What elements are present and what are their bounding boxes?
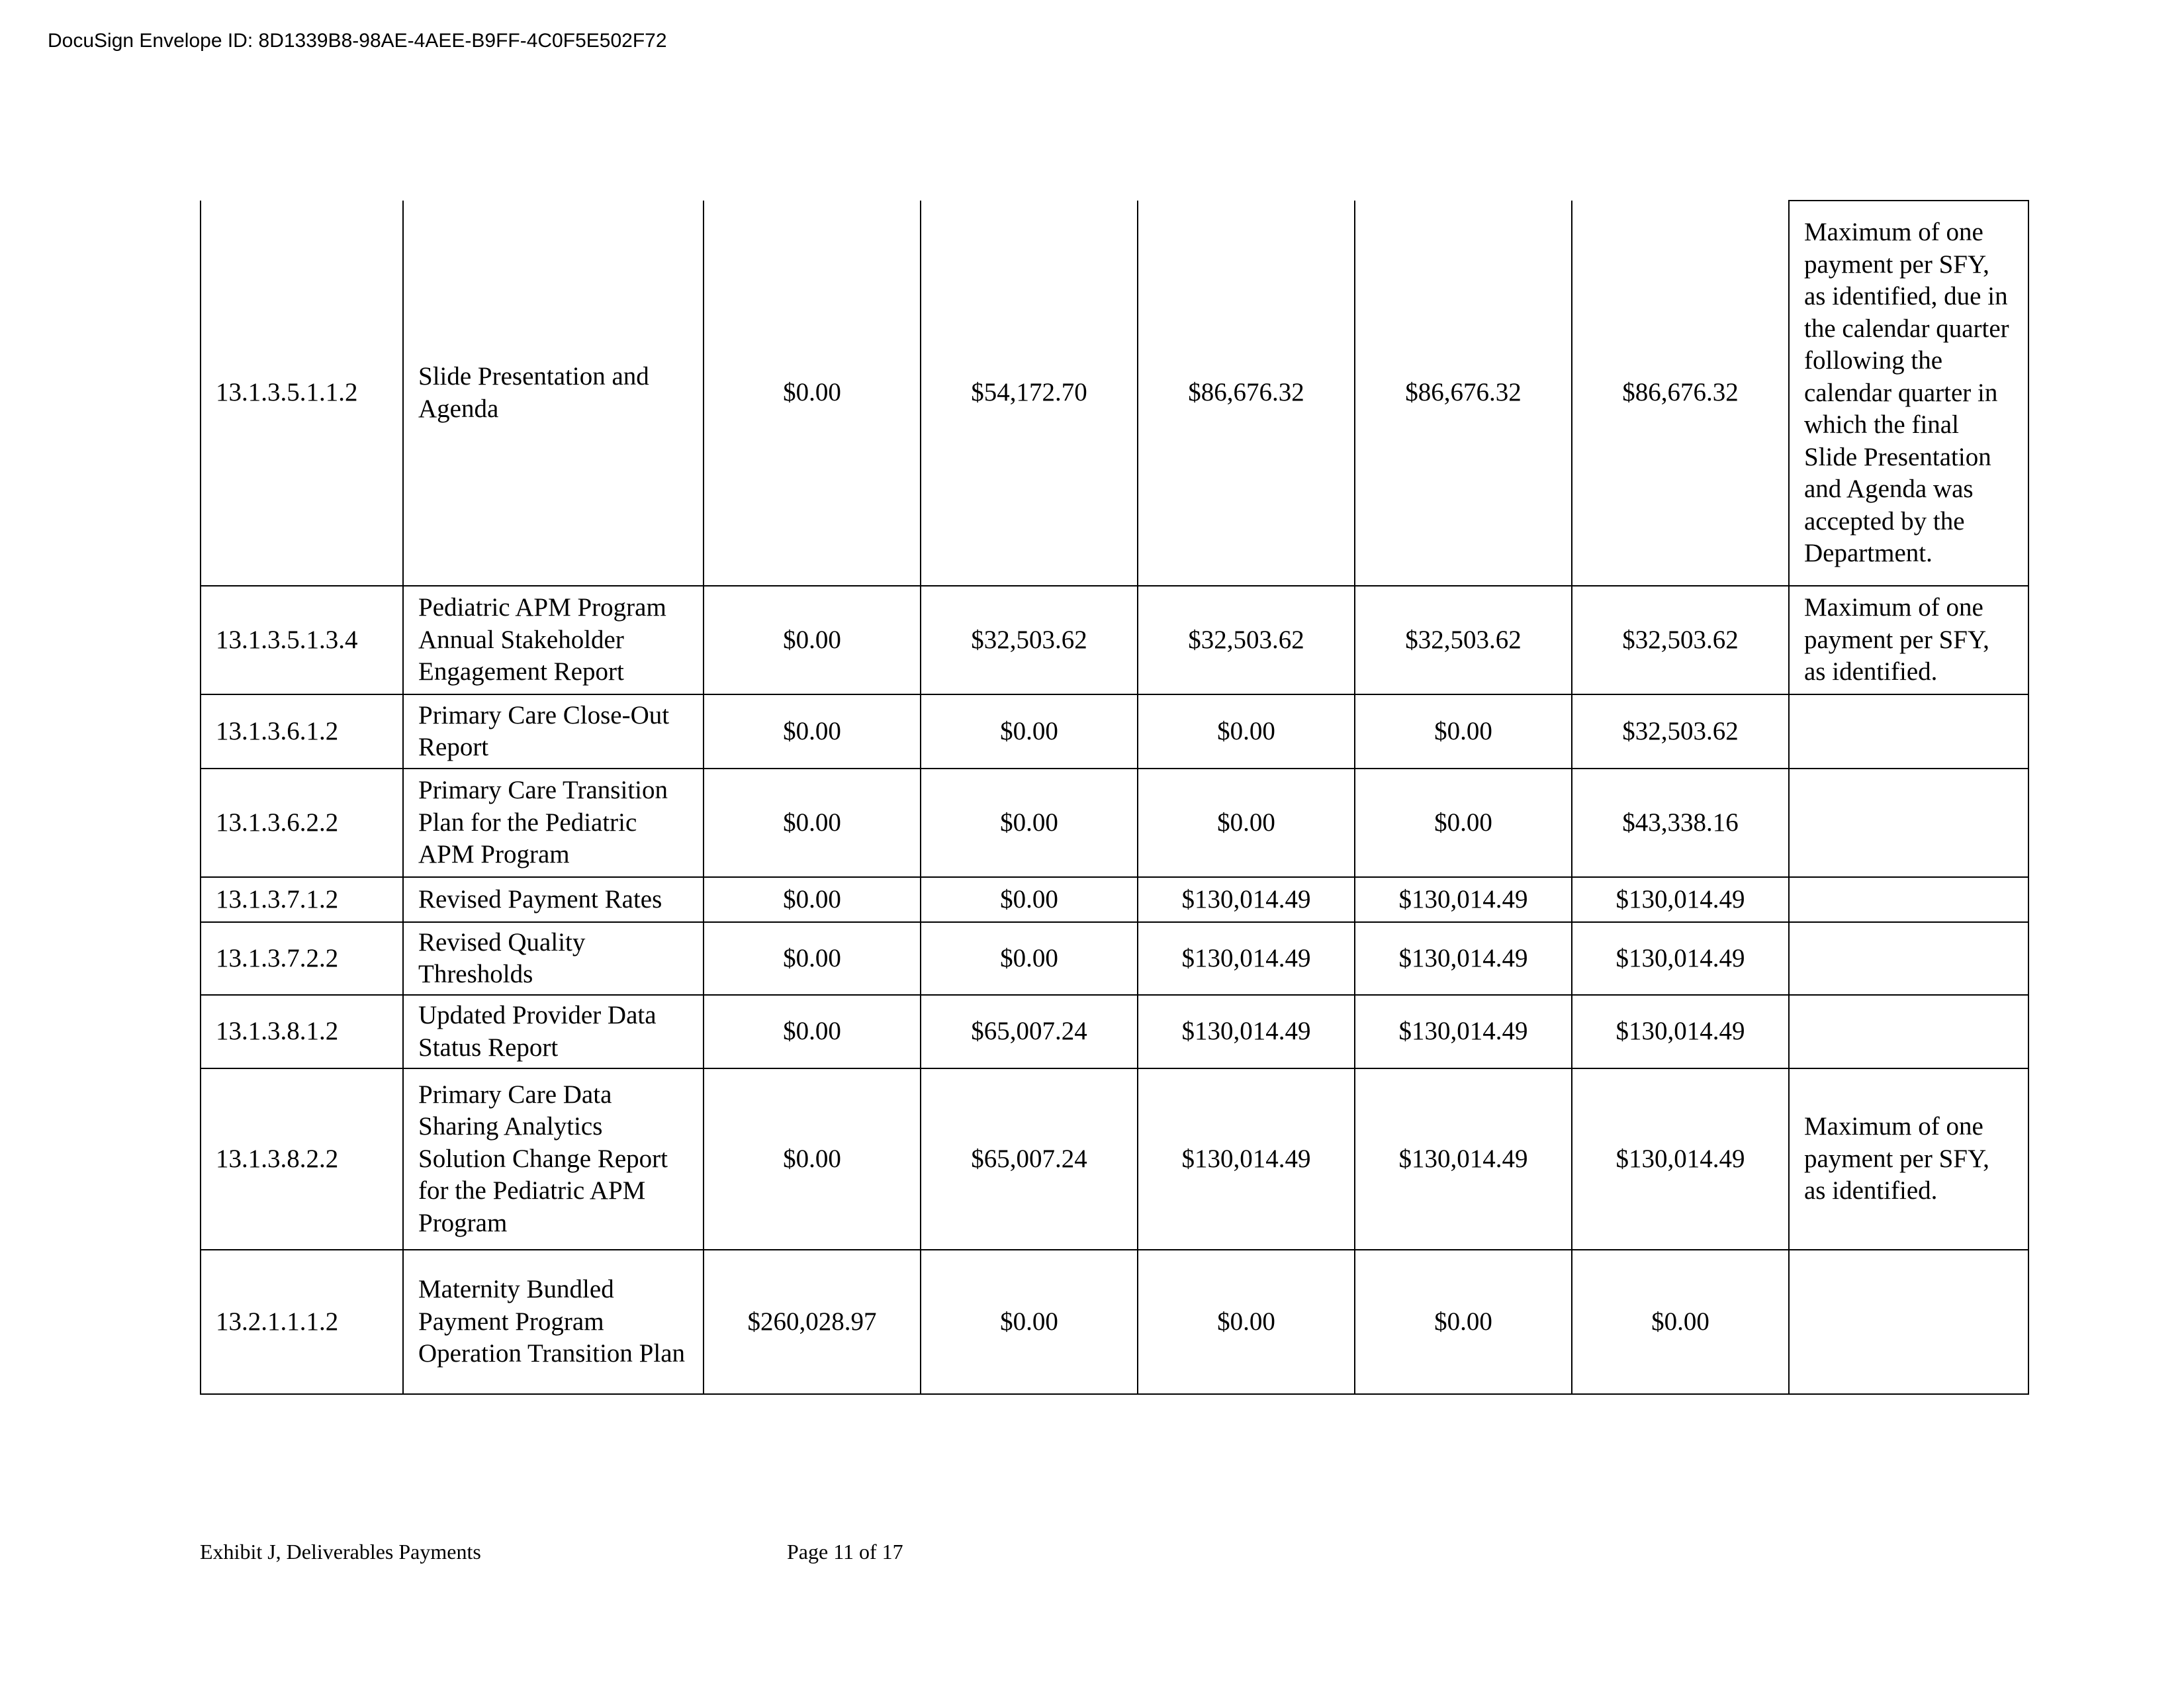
payment-amount: $0.00 — [704, 922, 921, 995]
payment-amount: $86,676.32 — [1138, 201, 1355, 586]
payment-amount: $130,014.49 — [1355, 877, 1572, 922]
payment-amount: $130,014.49 — [1355, 995, 1572, 1068]
deliverable-code: 13.1.3.8.1.2 — [201, 995, 403, 1068]
deliverable-code: 13.1.3.5.1.1.2 — [201, 201, 403, 586]
table-row — [201, 995, 2028, 1068]
deliverable-description: Primary Care Data Sharing Analytics Solution Change Report for the Pediatric APM Program — [403, 1068, 704, 1250]
payment-notes — [1789, 877, 2028, 922]
deliverable-code: 13.1.3.5.1.3.4 — [201, 586, 403, 694]
payment-amount: $0.00 — [921, 877, 1138, 922]
deliverable-description: Maternity Bundled Payment Program Operation Transition Plan — [403, 1250, 704, 1394]
deliverable-code: 13.2.1.1.1.2 — [201, 1250, 403, 1394]
table-row — [201, 586, 2028, 694]
payment-amount: $32,503.62 — [921, 586, 1138, 694]
table-row — [201, 922, 2028, 995]
payment-amount: $0.00 — [921, 922, 1138, 995]
table-row — [201, 1250, 2028, 1394]
payment-amount: $65,007.24 — [921, 1068, 1138, 1250]
envelope-id: DocuSign Envelope ID: 8D1339B8-98AE-4AEE-B9FF-4C0F5E502F72 — [48, 30, 667, 52]
payment-amount: $0.00 — [1138, 694, 1355, 769]
payment-amount: $0.00 — [921, 694, 1138, 769]
deliverable-description: Slide Presentation and Agenda — [403, 201, 704, 586]
deliverables-payment-table — [200, 200, 2029, 1395]
payment-amount: $32,503.62 — [1572, 694, 1789, 769]
payment-amount: $0.00 — [704, 201, 921, 586]
payment-amount: $130,014.49 — [1355, 922, 1572, 995]
payment-amount: $0.00 — [1355, 694, 1572, 769]
deliverable-description: Primary Care Transition Plan for the Pediatric APM Program — [403, 769, 704, 877]
payment-notes: Maximum of one payment per SFY, as identified, due in the calendar quarter following the calendar quarter in which the final Slide Presentation and Agenda was accepted by the Department. — [1789, 201, 2028, 586]
deliverable-description: Revised Payment Rates — [403, 877, 704, 922]
deliverable-code: 13.1.3.6.1.2 — [201, 694, 403, 769]
payment-amount: $130,014.49 — [1572, 922, 1789, 995]
table-row — [201, 1068, 2028, 1250]
payment-amount: $0.00 — [1138, 1250, 1355, 1394]
deliverable-code: 13.1.3.7.2.2 — [201, 922, 403, 995]
payment-amount: $43,338.16 — [1572, 769, 1789, 877]
payment-amount: $260,028.97 — [704, 1250, 921, 1394]
payment-amount: $130,014.49 — [1572, 877, 1789, 922]
payment-notes — [1789, 694, 2028, 769]
payment-amount: $0.00 — [704, 769, 921, 877]
deliverable-code: 13.1.3.7.1.2 — [201, 877, 403, 922]
table-row — [201, 694, 2028, 769]
table-row — [201, 201, 2028, 586]
deliverable-description: Revised Quality Thresholds — [403, 922, 704, 995]
payment-amount: $0.00 — [704, 1068, 921, 1250]
payment-notes — [1789, 1250, 2028, 1394]
payment-amount: $32,503.62 — [1355, 586, 1572, 694]
payment-amount: $130,014.49 — [1138, 995, 1355, 1068]
payment-amount: $32,503.62 — [1138, 586, 1355, 694]
payment-amount: $0.00 — [1355, 1250, 1572, 1394]
footer-page-number: Page 11 of 17 — [787, 1540, 903, 1564]
table-row — [201, 769, 2028, 877]
payment-amount: $130,014.49 — [1572, 995, 1789, 1068]
payment-amount: $0.00 — [704, 694, 921, 769]
payment-amount: $0.00 — [921, 769, 1138, 877]
payment-notes: Maximum of one payment per SFY, as identified. — [1789, 1068, 2028, 1250]
table-row — [201, 877, 2028, 922]
deliverable-code: 13.1.3.6.2.2 — [201, 769, 403, 877]
payment-amount: $86,676.32 — [1572, 201, 1789, 586]
payment-amount: $0.00 — [921, 1250, 1138, 1394]
payment-amount: $54,172.70 — [921, 201, 1138, 586]
deliverable-description: Updated Provider Data Status Report — [403, 995, 704, 1068]
payment-notes — [1789, 995, 2028, 1068]
payment-amount: $130,014.49 — [1138, 877, 1355, 922]
payment-notes — [1789, 769, 2028, 877]
payment-amount: $0.00 — [704, 877, 921, 922]
payment-amount: $32,503.62 — [1572, 586, 1789, 694]
payment-amount: $0.00 — [1572, 1250, 1789, 1394]
payment-amount: $0.00 — [704, 995, 921, 1068]
footer-exhibit-title: Exhibit J, Deliverables Payments — [200, 1540, 481, 1564]
payment-amount: $86,676.32 — [1355, 201, 1572, 586]
payment-notes — [1789, 922, 2028, 995]
payment-amount: $0.00 — [1355, 769, 1572, 877]
deliverable-description: Primary Care Close-Out Report — [403, 694, 704, 769]
deliverable-code: 13.1.3.8.2.2 — [201, 1068, 403, 1250]
payment-notes: Maximum of one payment per SFY, as identified. — [1789, 586, 2028, 694]
deliverable-description: Pediatric APM Program Annual Stakeholder Engagement Report — [403, 586, 704, 694]
payment-amount: $0.00 — [704, 586, 921, 694]
payment-amount: $130,014.49 — [1572, 1068, 1789, 1250]
payment-amount: $130,014.49 — [1138, 922, 1355, 995]
payment-amount: $130,014.49 — [1355, 1068, 1572, 1250]
payment-amount: $0.00 — [1138, 769, 1355, 877]
payment-amount: $130,014.49 — [1138, 1068, 1355, 1250]
payment-amount: $65,007.24 — [921, 995, 1138, 1068]
